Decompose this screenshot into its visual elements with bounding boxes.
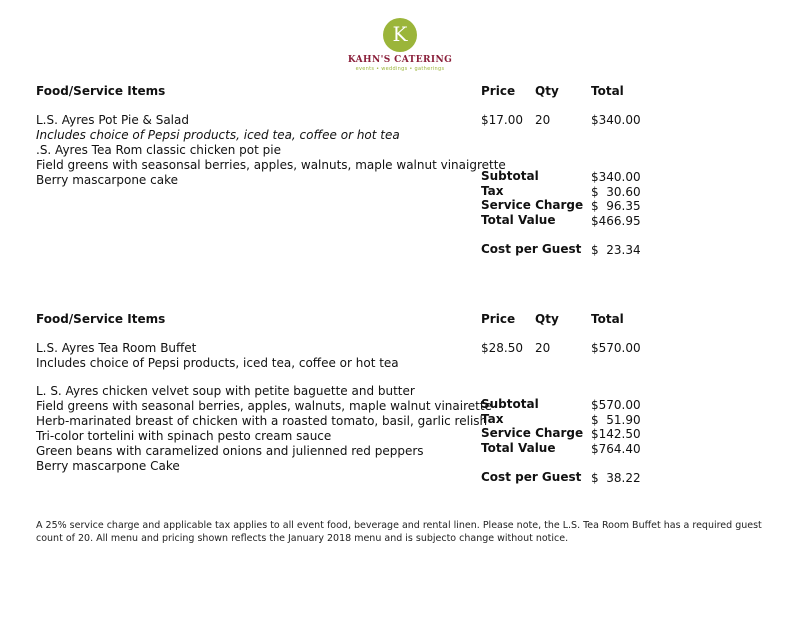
subtotal-value: $570.00 <box>591 398 641 412</box>
tax-label: Tax <box>481 184 504 198</box>
menu-line: Herb-marinated breast of chicken with a roasted tomato, basil, garlic relish <box>36 414 488 428</box>
package-total: $340.00 <box>591 113 641 127</box>
col-header-qty: Qty <box>535 312 559 326</box>
tax-label: Tax <box>481 412 504 426</box>
kahns-catering-logo <box>0 18 800 72</box>
service-charge-label: Service Charge <box>481 426 584 440</box>
cost-per-guest-value: $ 23.34 <box>591 243 641 257</box>
menu-line: .S. Ayres Tea Rom classic chicken pot pie <box>36 143 281 157</box>
col-header-qty: Qty <box>535 84 559 98</box>
col-header-total: Total <box>591 84 624 98</box>
cost-per-guest-label: Cost per Guest <box>481 242 582 256</box>
cost-per-guest-value: $ 38.22 <box>591 471 641 485</box>
package-price: $17.00 <box>481 113 523 127</box>
tax-value: $ 30.60 <box>591 185 641 199</box>
total-value: $466.95 <box>591 214 641 228</box>
logo-name: KAHN'S CATERING <box>347 55 453 65</box>
package-includes: Includes choice of Pepsi products, iced tea, coffee or hot tea <box>36 356 399 370</box>
menu-line: Green beans with caramelized onions and julienned red peppers <box>36 444 424 458</box>
footer-note: A 25% service charge and applicable tax applies to all event food, beverage and rental linen. Please note, the L.S. Tea Room Buffet has a required guest count of 20. All menu and pricing shown reflects the January 2018 menu and is subjecto change without notice. <box>36 520 762 544</box>
package-name: L.S. Ayres Pot Pie & Salad <box>36 113 189 127</box>
total-value-label: Total Value <box>481 213 556 227</box>
menu-line: Berry mascarpone Cake <box>36 459 180 473</box>
package-qty: 20 <box>535 341 551 355</box>
col-header-total: Total <box>591 312 624 326</box>
package-name: L.S. Ayres Tea Room Buffet <box>36 341 197 355</box>
logo-tagline: events • weddings • gatherings <box>355 66 445 72</box>
subtotal-label: Subtotal <box>481 169 539 183</box>
subtotal-label: Subtotal <box>481 397 539 411</box>
service-charge-value: $ 96.35 <box>591 199 641 213</box>
menu-line: Tri-color tortelini with spinach pesto cream sauce <box>36 429 332 443</box>
menu-line: Field greens with seasonal berries, apples, walnuts, maple walnut vinairette <box>36 399 492 413</box>
col-header-price: Price <box>481 312 516 326</box>
service-charge-label: Service Charge <box>481 198 584 212</box>
package-total: $570.00 <box>591 341 641 355</box>
menu-line: Field greens with seasonsal berries, apples, walnuts, maple walnut vinaigrette <box>36 158 506 172</box>
tax-value: $ 51.90 <box>591 413 641 427</box>
logo-letter: K <box>392 22 408 46</box>
col-header-price: Price <box>481 84 516 98</box>
cost-per-guest-label: Cost per Guest <box>481 470 582 484</box>
subtotal-value: $340.00 <box>591 170 641 184</box>
package-price: $28.50 <box>481 341 523 355</box>
menu-line: Includes choice of Pepsi products, iced tea, coffee or hot tea <box>36 128 400 142</box>
logo-k-circle-icon <box>383 18 417 52</box>
package-qty: 20 <box>535 113 551 127</box>
total-value-label: Total Value <box>481 441 556 455</box>
col-header-items: Food/Service Items <box>36 84 166 98</box>
service-charge-value: $142.50 <box>591 427 641 441</box>
menu-line: Berry mascarpone cake <box>36 173 178 187</box>
menu-line: L. S. Ayres chicken velvet soup with petite baguette and butter <box>36 384 415 398</box>
total-value: $764.40 <box>591 442 641 456</box>
col-header-items: Food/Service Items <box>36 312 166 326</box>
